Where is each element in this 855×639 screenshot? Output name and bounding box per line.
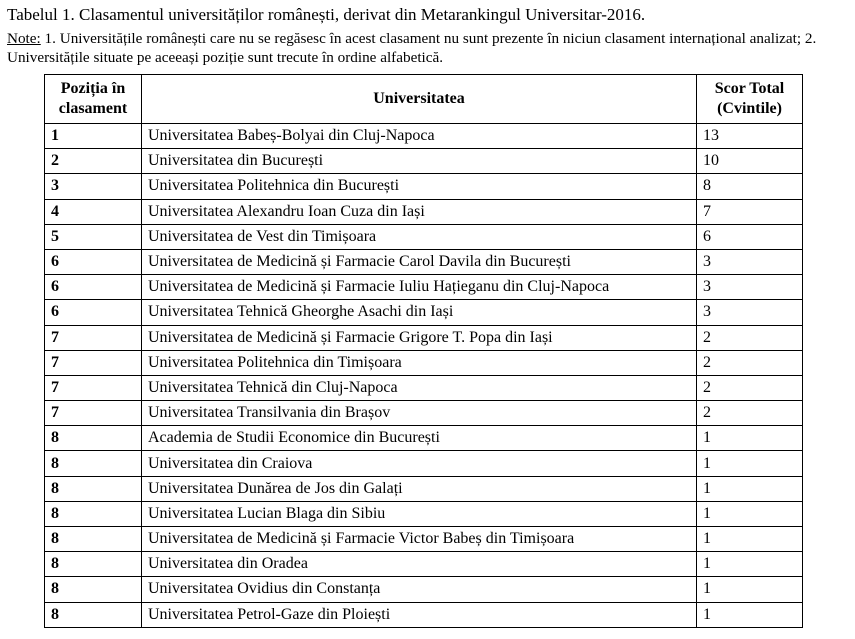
ranking-table — [44, 74, 803, 628]
score-cell: 6 — [697, 224, 803, 249]
university-cell: Universitatea Politehnica din Timișoara — [142, 350, 697, 375]
university-cell: Universitatea din București — [142, 149, 697, 174]
header-position-line2: clasament — [58, 100, 128, 117]
university-cell: Universitatea de Medicină și Farmacie Carol Davila din București — [142, 249, 697, 274]
table-row — [45, 249, 803, 274]
position-cell: 8 — [45, 527, 142, 552]
position-cell: 7 — [45, 350, 142, 375]
position-cell: 6 — [45, 275, 142, 300]
header-position — [45, 75, 142, 124]
table-row — [45, 602, 803, 627]
table-row — [45, 375, 803, 400]
table-row — [45, 325, 803, 350]
position-cell: 8 — [45, 552, 142, 577]
university-cell: Universitatea Tehnică Gheorghe Asachi din Iași — [142, 300, 697, 325]
university-cell: Universitatea de Medicină și Farmacie Iuliu Hațieganu din Cluj-Napoca — [142, 275, 697, 300]
university-cell: Universitatea Lucian Blaga din Sibiu — [142, 501, 697, 526]
score-cell: 1 — [697, 577, 803, 602]
score-cell: 2 — [697, 350, 803, 375]
table-row — [45, 552, 803, 577]
position-cell: 5 — [45, 224, 142, 249]
score-cell: 1 — [697, 426, 803, 451]
table-row — [45, 577, 803, 602]
score-cell: 3 — [697, 300, 803, 325]
university-cell: Universitatea Dunărea de Jos din Galați — [142, 476, 697, 501]
table-row — [45, 224, 803, 249]
position-cell: 7 — [45, 325, 142, 350]
score-cell: 1 — [697, 527, 803, 552]
table-body — [45, 124, 803, 628]
score-cell: 2 — [697, 325, 803, 350]
university-cell: Universitatea Transilvania din Brașov — [142, 401, 697, 426]
score-cell: 13 — [697, 124, 803, 149]
position-cell: 8 — [45, 476, 142, 501]
header-score-line2: (Cvintile) — [717, 100, 782, 117]
university-cell: Universitatea de Medicină și Farmacie Victor Babeș din Timișoara — [142, 527, 697, 552]
score-cell: 3 — [697, 275, 803, 300]
university-cell: Universitatea de Medicină și Farmacie Grigore T. Popa din Iași — [142, 325, 697, 350]
table-row — [45, 350, 803, 375]
university-cell: Universitatea din Oradea — [142, 552, 697, 577]
position-cell: 8 — [45, 501, 142, 526]
position-cell: 8 — [45, 426, 142, 451]
score-cell: 8 — [697, 174, 803, 199]
position-cell: 1 — [45, 124, 142, 149]
score-cell: 1 — [697, 451, 803, 476]
header-score — [697, 75, 803, 124]
note-label: Note: — [7, 30, 41, 47]
score-cell: 1 — [697, 476, 803, 501]
table-caption: Tabelul 1. Clasamentul universităților românești, derivat din Metarankingul Universitar-2016. — [7, 5, 646, 24]
university-cell: Universitatea Babeș-Bolyai din Cluj-Napoca — [142, 124, 697, 149]
university-cell: Universitatea Politehnica din București — [142, 174, 697, 199]
table-row — [45, 174, 803, 199]
position-cell: 8 — [45, 451, 142, 476]
table-header-row — [45, 75, 803, 124]
position-cell: 3 — [45, 174, 142, 199]
university-cell: Universitatea Tehnică din Cluj-Napoca — [142, 375, 697, 400]
position-cell: 6 — [45, 249, 142, 274]
position-cell: 8 — [45, 577, 142, 602]
score-cell: 2 — [697, 375, 803, 400]
score-cell: 2 — [697, 401, 803, 426]
university-cell: Universitatea din Craiova — [142, 451, 697, 476]
table-row — [45, 149, 803, 174]
position-cell: 8 — [45, 602, 142, 627]
position-cell: 6 — [45, 300, 142, 325]
score-cell: 1 — [697, 501, 803, 526]
table-row — [45, 199, 803, 224]
table-row — [45, 527, 803, 552]
table-row — [45, 476, 803, 501]
table-note — [7, 29, 853, 67]
score-cell: 3 — [697, 249, 803, 274]
score-cell: 7 — [697, 199, 803, 224]
position-cell: 7 — [45, 401, 142, 426]
university-cell: Academia de Studii Economice din București — [142, 426, 697, 451]
table-row — [45, 501, 803, 526]
university-cell: Universitatea Alexandru Ioan Cuza din Iași — [142, 199, 697, 224]
note-text: 1. Universitățile românești care nu se regăsesc în acest clasament nu sunt prezente în niciun clasament internațional analizat; 2. Universitățile situate pe aceeași poziție sunt trecute în ordine alfabetică. — [7, 30, 817, 66]
table-row — [45, 275, 803, 300]
position-cell: 4 — [45, 199, 142, 224]
position-cell: 2 — [45, 149, 142, 174]
score-cell: 1 — [697, 602, 803, 627]
header-position-line1: Poziția în — [60, 80, 126, 97]
university-cell: Universitatea Petrol-Gaze din Ploiești — [142, 602, 697, 627]
score-cell: 1 — [697, 552, 803, 577]
header-score-line1: Scor Total — [714, 80, 785, 97]
table-row — [45, 300, 803, 325]
table-row — [45, 426, 803, 451]
score-cell: 10 — [697, 149, 803, 174]
header-university: Universitatea — [142, 75, 697, 124]
table-row — [45, 124, 803, 149]
university-cell: Universitatea de Vest din Timișoara — [142, 224, 697, 249]
position-cell: 7 — [45, 375, 142, 400]
table-row — [45, 451, 803, 476]
table-row — [45, 401, 803, 426]
university-cell: Universitatea Ovidius din Constanța — [142, 577, 697, 602]
